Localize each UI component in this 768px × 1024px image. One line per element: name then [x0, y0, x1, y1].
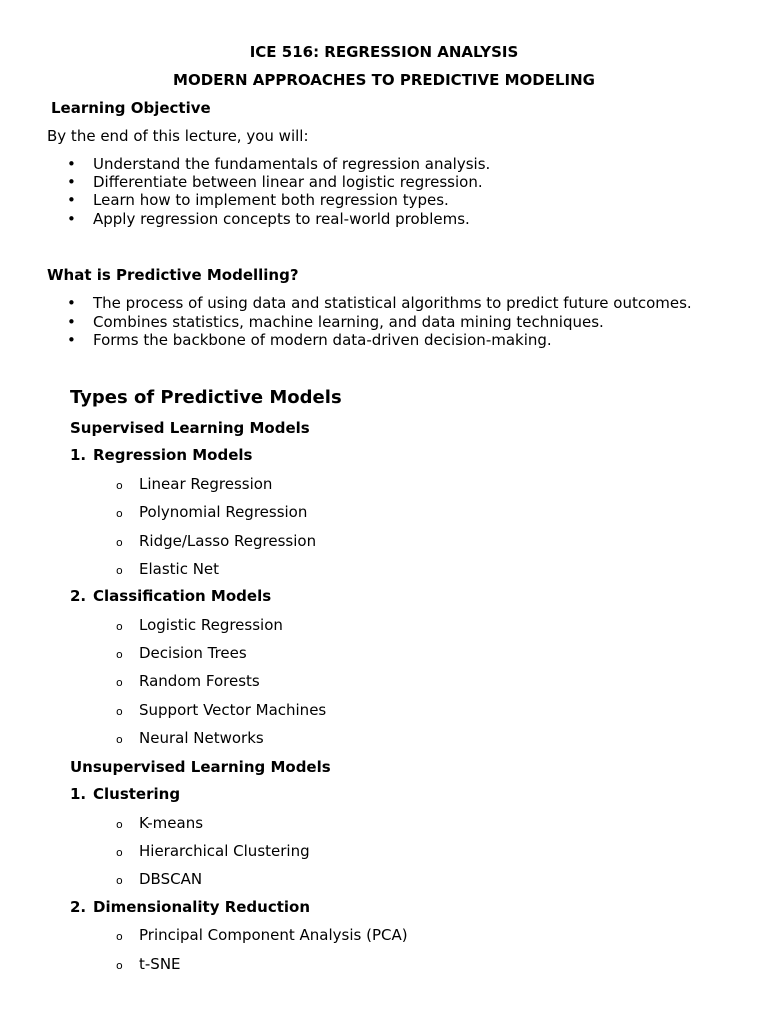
sub-bullet-icon: o [116, 959, 123, 972]
types-heading: Types of Predictive Models [70, 387, 342, 408]
group-number: 1. [70, 446, 87, 464]
list-item-text: Learn how to implement both regression types. [93, 191, 449, 209]
list-item: Random Forests [139, 672, 260, 690]
list-item: Neural Networks [139, 729, 264, 747]
sub-bullet-icon: o [116, 564, 123, 577]
list-item: Hierarchical Clustering [139, 842, 310, 860]
list-item: Ridge/Lasso Regression [139, 532, 317, 550]
list-item: K-means [139, 814, 204, 832]
bullet-icon: • [67, 294, 76, 312]
sub-bullet-icon: o [116, 620, 123, 633]
learning-objective-intro: By the end of this lecture, you will: [47, 127, 309, 145]
list-item: t-SNE [139, 955, 181, 973]
lecture-title: MODERN APPROACHES TO PREDICTIVE MODELING [173, 71, 595, 89]
sub-bullet-icon: o [116, 930, 123, 943]
sub-bullet-icon: o [116, 818, 123, 831]
group-title-classification-models: Classification Models [93, 587, 272, 605]
learning-objective-heading: Learning Objective [51, 99, 211, 117]
group-title-clustering: Clustering [93, 785, 181, 803]
list-item: Decision Trees [139, 644, 247, 662]
sub-bullet-icon: o [116, 846, 123, 859]
list-item: Logistic Regression [139, 616, 283, 634]
list-item-text: Forms the backbone of modern data-driven decision-making. [93, 331, 552, 349]
sub-bullet-icon: o [116, 874, 123, 887]
list-item-text: The process of using data and statistical algorithms to predict future outcomes. [93, 294, 692, 312]
sub-bullet-icon: o [116, 536, 123, 549]
bullet-icon: • [67, 313, 76, 331]
list-item: DBSCAN [139, 870, 203, 888]
list-item-text: Understand the fundamentals of regression analysis. [93, 155, 491, 173]
group-title-regression-models: Regression Models [93, 446, 253, 464]
bullet-icon: • [67, 173, 76, 191]
group-title-dimensionality-reduction: Dimensionality Reduction [93, 898, 311, 916]
bullet-icon: • [67, 210, 76, 228]
list-item: Support Vector Machines [139, 701, 327, 719]
sub-bullet-icon: o [116, 479, 123, 492]
course-title: ICE 516: REGRESSION ANALYSIS [249, 43, 519, 61]
unsupervised-heading: Unsupervised Learning Models [70, 758, 331, 776]
sub-bullet-icon: o [116, 733, 123, 746]
bullet-icon: • [67, 191, 76, 209]
group-number: 2. [70, 587, 87, 605]
sub-bullet-icon: o [116, 676, 123, 689]
list-item-text: Combines statistics, machine learning, and data mining techniques. [93, 313, 604, 331]
list-item: Linear Regression [139, 475, 273, 493]
supervised-heading: Supervised Learning Models [70, 419, 310, 437]
list-item: Elastic Net [139, 560, 220, 578]
list-item: Polynomial Regression [139, 503, 308, 521]
predictive-modelling-heading: What is Predictive Modelling? [47, 266, 299, 284]
group-number: 2. [70, 898, 87, 916]
group-number: 1. [70, 785, 87, 803]
bullet-icon: • [67, 155, 76, 173]
list-item: Principal Component Analysis (PCA) [139, 926, 408, 944]
sub-bullet-icon: o [116, 705, 123, 718]
sub-bullet-icon: o [116, 507, 123, 520]
list-item-text: Apply regression concepts to real-world problems. [93, 210, 470, 228]
list-item-text: Differentiate between linear and logistic regression. [93, 173, 483, 191]
sub-bullet-icon: o [116, 648, 123, 661]
bullet-icon: • [67, 331, 76, 349]
